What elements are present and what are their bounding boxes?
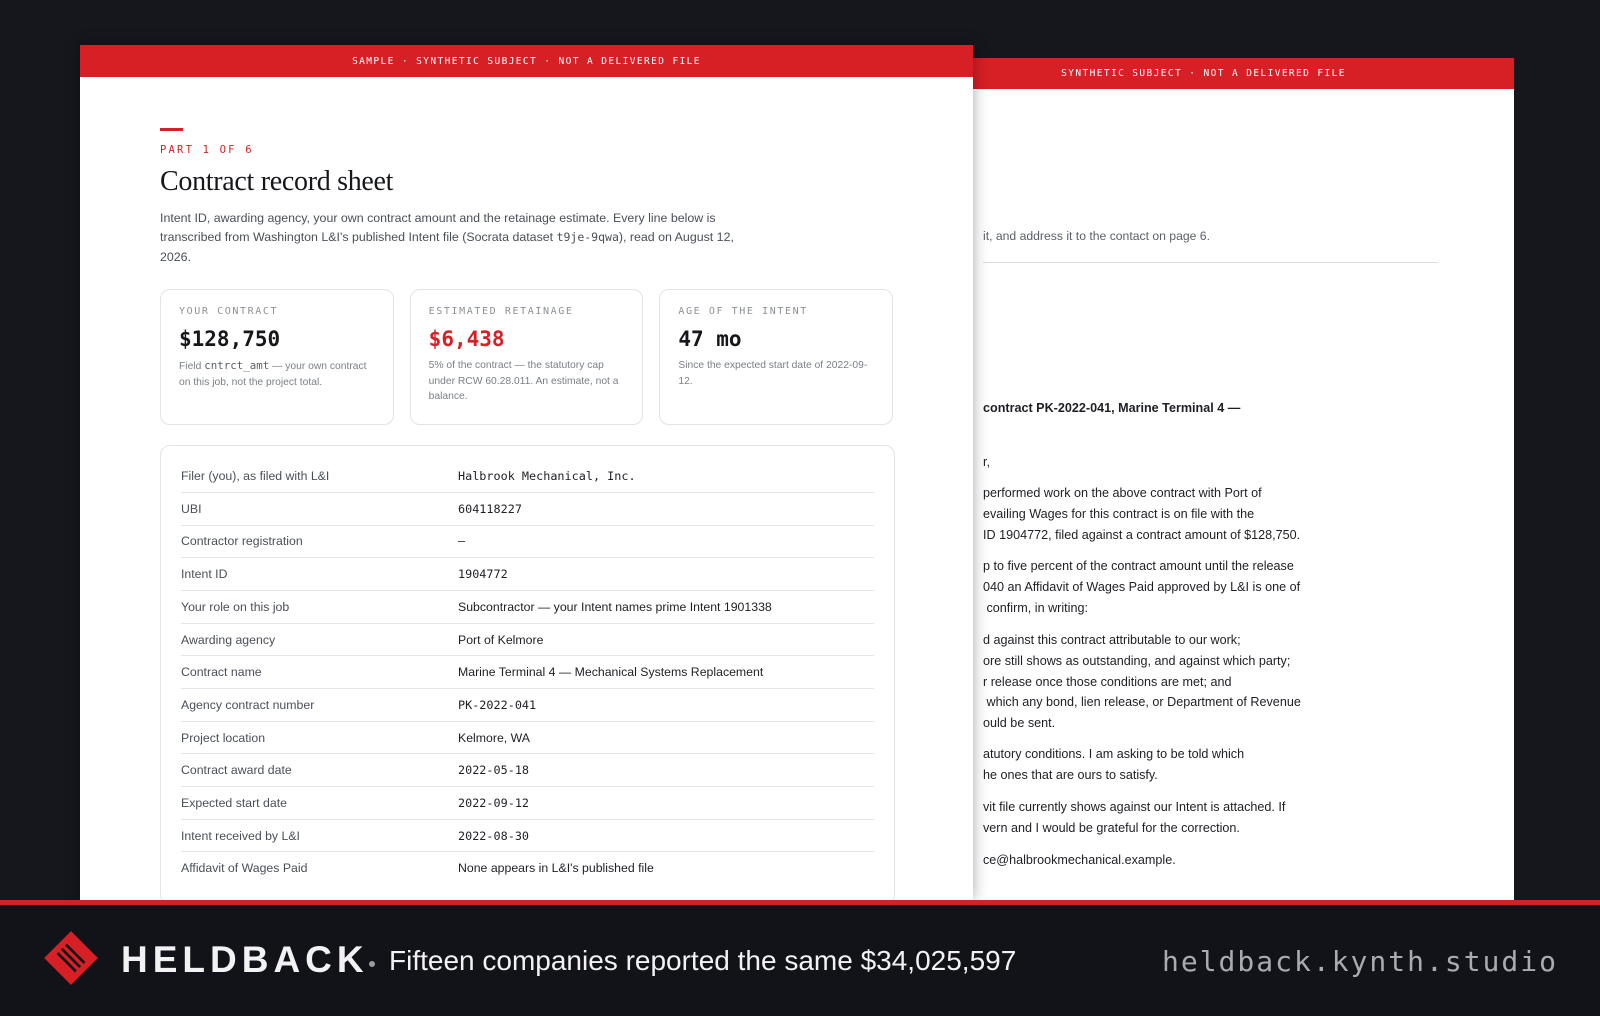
stat-card-retainage (410, 289, 644, 425)
table-row (181, 493, 874, 526)
row-value: Port of Kelmore (458, 632, 544, 647)
row-label: Intent received by L&I (181, 828, 300, 843)
table-row (181, 591, 874, 624)
stat-value: $128,750 (179, 327, 281, 352)
table-row (181, 787, 874, 820)
intro-text: ), read on August 12, 2026. (160, 230, 734, 264)
letter-salutation: r, (983, 455, 990, 469)
brand-name: HELDBACK (121, 939, 369, 980)
stat-card-age (659, 289, 893, 425)
stat-note-text: — your own contract on this job, not the project total. (179, 361, 367, 388)
letter-content (893, 58, 1514, 900)
row-label: Contract award date (181, 763, 292, 778)
heldback-logo-icon (43, 930, 99, 986)
row-value: 2022-09-12 (458, 795, 530, 810)
accent-bar (160, 128, 183, 131)
back-page (893, 58, 1514, 900)
row-label: UBI (181, 501, 202, 516)
table-row (181, 624, 874, 657)
row-value: Marine Terminal 4 — Mechanical Systems Replacement (458, 665, 764, 680)
row-value: 2022-05-18 (458, 763, 530, 778)
row-label: Affidavit of Wages Paid (181, 861, 308, 876)
row-value: Subcontractor — your Intent names prime Intent 1901338 (458, 599, 772, 614)
stat-value: $6,438 (428, 327, 505, 352)
letter-paragraph: d against this contract attributable to our work; ore still shows as outstanding, and against which party; r release once those conditions are met; and which any bond, lien release, or Department of Revenue ould be sent. (983, 633, 1301, 731)
front-page (80, 45, 973, 900)
row-label: Contractor registration (181, 534, 303, 549)
intro-text: Intent ID, awarding agency, your own contract amount and the retainage estimate. Every line below is transcribed from Washington L&I's published Intent file (Socrata dataset (160, 211, 716, 245)
stat-note (179, 358, 375, 390)
table-row (181, 558, 874, 591)
table-row (181, 754, 874, 787)
intro-paragraph (160, 209, 760, 267)
table-row (181, 526, 874, 559)
row-value: Halbrook Mechanical, Inc. (458, 469, 636, 484)
table-row (181, 820, 874, 853)
row-value: Kelmore, WA (458, 730, 530, 745)
divider (983, 262, 1438, 263)
contract-record-table (160, 445, 895, 900)
row-value: 1904772 (458, 567, 508, 582)
letter-subject: contract PK-2022-041, Marine Terminal 4 — (983, 401, 1241, 415)
page-title: Contract record sheet (160, 166, 394, 197)
stat-note: Since the expected start date of 2022-09-12. (678, 360, 868, 387)
dataset-code: t9je-9qwa (556, 230, 619, 245)
part-label: PART 1 OF 6 (160, 144, 254, 156)
footer-bar (0, 905, 1600, 1016)
row-label: Your role on this job (181, 599, 290, 614)
stat-note: 5% of the contract — the statutory cap under RCW 60.28.011. An estimate, not a balance. (428, 360, 619, 403)
stat-label: AGE OF THE INTENT (678, 306, 808, 318)
row-value: 2022-08-30 (458, 828, 530, 843)
stat-card-contract (160, 289, 394, 425)
letter-intro: it, and address it to the contact on page 6. (983, 229, 1210, 243)
row-value: – (458, 534, 466, 549)
row-value: 604118227 (458, 501, 522, 516)
row-label: Agency contract number (181, 697, 315, 712)
row-value: PK-2022-041 (458, 697, 537, 712)
row-label: Project location (181, 730, 266, 745)
row-label: Expected start date (181, 795, 287, 810)
table-row (181, 460, 874, 493)
row-label: Filer (you), as filed with L&I (181, 469, 330, 484)
tagline: Fifteen companies reported the same $34,025,597 (389, 945, 1017, 976)
stat-cards (160, 289, 893, 425)
letter-paragraph: vit file currently shows against our Intent is attached. If vern and I would be grateful for the correction. (983, 800, 1286, 835)
letter-paragraph: ce@halbrookmechanical.example. (983, 853, 1176, 867)
letter-paragraph: atutory conditions. I am asking to be told which he ones that are ours to satisfy. (983, 747, 1245, 782)
row-label: Intent ID (181, 567, 228, 582)
stat-value: 47 mo (678, 327, 742, 352)
table-row (181, 689, 874, 722)
table-row (181, 656, 874, 689)
sample-banner-back: SYNTHETIC SUBJECT · NOT A DELIVERED FILE (893, 58, 1514, 89)
stat-label: ESTIMATED RETAINAGE (428, 306, 574, 318)
row-label: Contract name (181, 665, 262, 680)
sample-banner: SAMPLE · SYNTHETIC SUBJECT · NOT A DELIVERED FILE (80, 45, 973, 77)
row-label: Awarding agency (181, 632, 276, 647)
table-row (181, 722, 874, 755)
row-value: None appears in L&I's published file (458, 861, 654, 876)
site-domain: heldback.kynth.studio (1161, 945, 1558, 978)
field-code: cntrct_amt (204, 359, 270, 373)
stat-label: YOUR CONTRACT (179, 306, 279, 318)
table-row (181, 852, 874, 884)
stat-note-text: Field (179, 361, 205, 373)
letter-paragraph: performed work on the above contract with Port of evailing Wages for this contract is on file with the ID 1904772, filed against a contract amount of $128,750. (983, 486, 1301, 542)
bullet-dot (369, 961, 375, 967)
letter-paragraph: p to five percent of the contract amount until the release 040 an Affidavit of Wages Paid approved by L&I is one of confirm, in writing: (983, 559, 1301, 615)
